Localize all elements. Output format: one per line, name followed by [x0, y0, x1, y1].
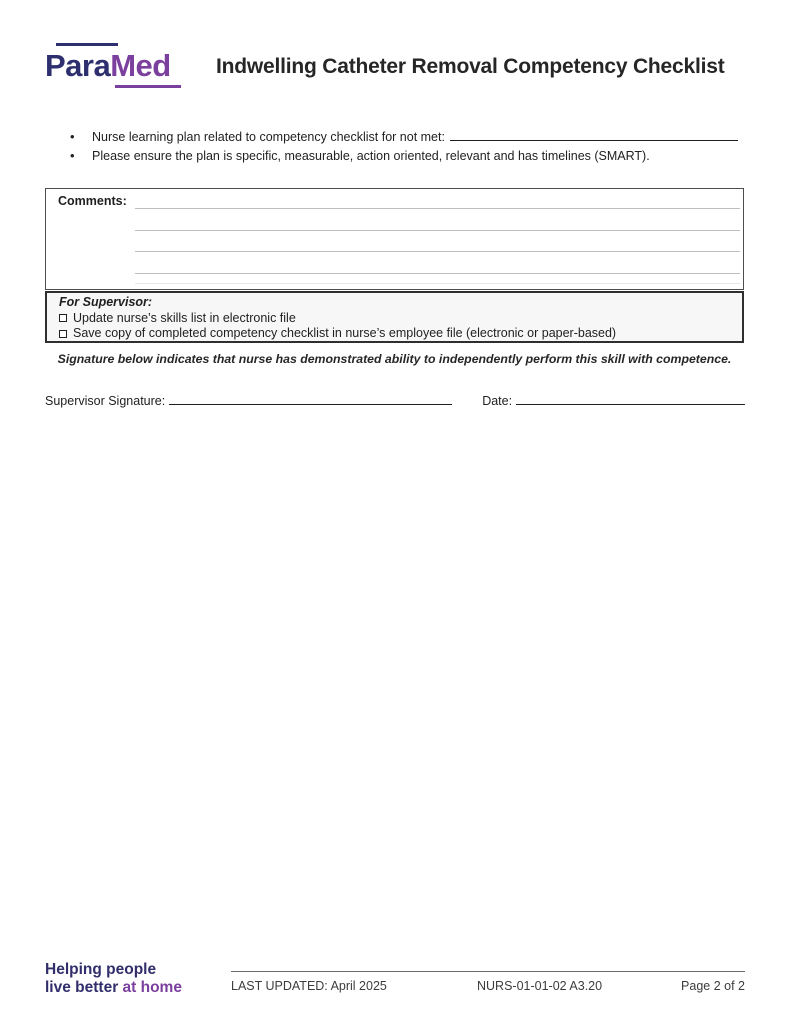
not-met-blank-field[interactable]	[450, 128, 738, 141]
for-supervisor-heading: For Supervisor:	[59, 295, 153, 309]
comment-writing-line[interactable]	[135, 208, 740, 209]
logo-top-rule	[56, 43, 118, 46]
supervisor-signature-field[interactable]	[169, 391, 452, 405]
footer-doc-code: NURS-01-01-02 A3.20	[477, 979, 603, 993]
supervisor-task-row	[59, 326, 736, 342]
footer-tagline	[45, 961, 182, 997]
supervisor-signature-label: Supervisor Signature:	[45, 394, 166, 408]
supervisor-task-row	[59, 311, 736, 327]
footer-meta-bar	[231, 971, 745, 993]
tagline-line2	[45, 979, 182, 997]
for-supervisor-box	[45, 291, 744, 343]
checkbox-icon[interactable]	[59, 330, 67, 338]
footer-last-updated: LAST UPDATED: April 2025	[231, 979, 387, 993]
bullet-icon: •	[70, 129, 75, 144]
comment-writing-line[interactable]	[135, 283, 740, 284]
bullet-text: Nurse learning plan related to competency checklist for not met:	[92, 130, 445, 144]
bullet-item-smart	[70, 147, 738, 166]
date-label: Date:	[482, 394, 513, 408]
supervisor-task-label: Update nurse’s skills list in electronic file	[73, 310, 296, 325]
bullet-item-not-met	[70, 128, 738, 147]
signature-row	[45, 391, 745, 408]
footer-page-number: Page 2 of 2	[681, 979, 745, 993]
comment-writing-line[interactable]	[135, 230, 740, 231]
comments-label: Comments:	[58, 194, 127, 208]
bullet-list	[70, 128, 738, 165]
bullet-text: Please ensure the plan is specific, measurable, action oriented, relevant and has timelines (SMART).	[92, 148, 650, 163]
checkbox-icon[interactable]	[59, 314, 67, 322]
bullet-icon: •	[70, 147, 75, 163]
tagline-line2-start: live better	[45, 979, 123, 996]
comments-box	[45, 188, 744, 290]
comment-writing-line[interactable]	[135, 251, 740, 252]
date-field[interactable]	[516, 391, 745, 405]
logo-text-para: Para	[45, 48, 111, 83]
logo-text-med: Med	[110, 48, 171, 83]
logo-bottom-rule	[115, 85, 181, 88]
comment-writing-line[interactable]	[135, 273, 740, 274]
paramed-logo	[45, 43, 185, 91]
tagline-line2-accent: at home	[122, 979, 182, 996]
logo-wordmark	[45, 50, 171, 81]
signature-note: Signature below indicates that nurse has demonstrated ability to independently perform this skill with competence.	[57, 352, 732, 366]
page-title: Indwelling Catheter Removal Competency Checklist	[216, 55, 725, 78]
supervisor-task-label: Save copy of completed competency checklist in nurse’s employee file (electronic or paper-based)	[73, 326, 617, 340]
tagline-line1: Helping people	[45, 961, 157, 978]
